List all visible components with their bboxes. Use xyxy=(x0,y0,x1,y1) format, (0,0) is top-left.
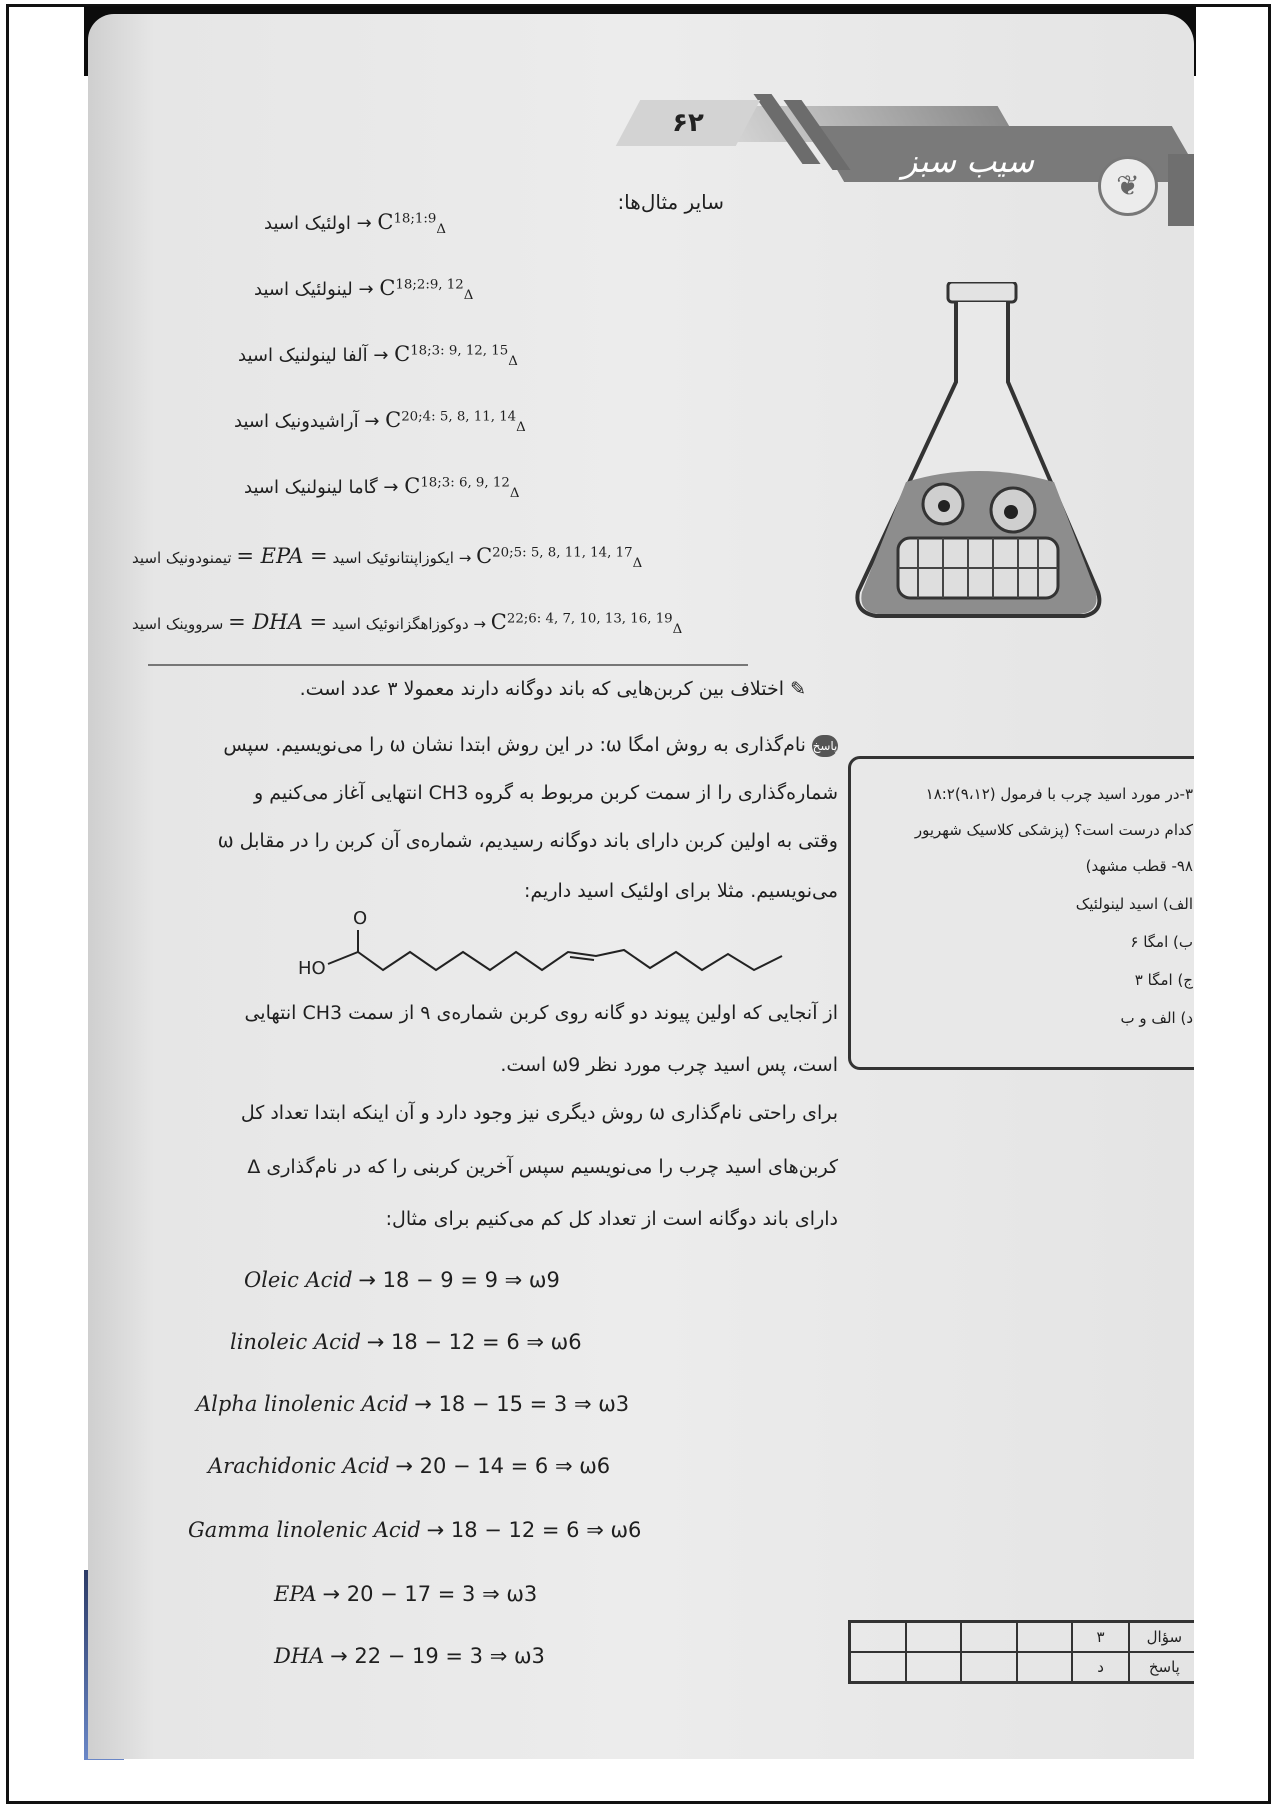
formula: $C^{18;2:9, 12}_\Delta$ xyxy=(379,276,474,304)
note-content: اختلاف بین کربن‌هایی که باند دوگانه دارند معمولا ۳ عدد است. xyxy=(299,678,785,700)
formula: $C^{18;3: 6, 9, 12}_\Delta$ xyxy=(404,474,520,502)
question-option: ج) امگا ۳ xyxy=(1134,971,1193,989)
formula: $C^{22;6: 4, 7, 10, 13, 16, 19}_\Delta$ xyxy=(490,610,683,638)
question-option: الف) اسید لینولئیک xyxy=(1075,895,1193,913)
acid-name: لینولئیک اسید xyxy=(254,279,353,300)
acid-name: ایکوزاپنتانوئیک اسید xyxy=(332,549,454,567)
book-page xyxy=(88,14,1194,1759)
acid-name: Alpha linolenic Acid xyxy=(196,1392,409,1416)
table-cell xyxy=(1017,1652,1073,1683)
calculation: → 22 − 19 = 3 ⇒ ω3 xyxy=(330,1644,545,1668)
divider xyxy=(148,664,748,666)
example-row: لینولئیک اسید → $C^{18;2:9, 12}_\Delta$ xyxy=(254,276,474,304)
question-text: ۹۸- قطب مشهد) xyxy=(1085,857,1193,875)
acid-name: اولئیک اسید xyxy=(264,213,351,234)
calculation: → 18 − 12 = 6 ⇒ ω6 xyxy=(366,1330,582,1354)
header-block xyxy=(1168,154,1194,226)
calculation: → 20 − 17 = 3 ⇒ ω3 xyxy=(322,1582,538,1606)
example-row: آراشیدونیک اسید → $C^{20;4: 5, 8, 11, 14}_\Delta$ xyxy=(234,408,526,436)
formula: $C^{18;3: 9, 12, 15}_\Delta$ xyxy=(394,342,518,370)
page-number-tab xyxy=(616,100,760,146)
paragraph-line: دارای باند دوگانه است از تعداد کل کم می‌کنیم برای مثال: xyxy=(385,1208,838,1230)
brand-title: سیب سبز xyxy=(901,142,1035,180)
table-cell xyxy=(850,1622,906,1653)
table-cell xyxy=(961,1622,1017,1653)
question-option: د) الف و ب xyxy=(1120,1009,1193,1027)
acid-name: linoleic Acid xyxy=(230,1330,361,1354)
calculation-row xyxy=(188,1518,641,1542)
table-row xyxy=(850,1652,1195,1683)
example-row: سرووینک اسید = DHA = دوکوزاهگزانوئیک اسید → $C^{22;6: 4, 7, 10, 13, 16, 19}_\Delta$ xyxy=(132,610,683,638)
oxygen-label: O xyxy=(353,908,368,929)
table-cell xyxy=(850,1652,906,1683)
acid-name: گاما لینولنیک اسید xyxy=(244,477,378,498)
calculation: → 18 − 12 = 6 ⇒ ω6 xyxy=(426,1518,642,1542)
question-text: کدام درست است؟ (پزشکی کلاسیک شهریور xyxy=(914,821,1193,839)
calculation: → 20 − 14 = 6 ⇒ ω6 xyxy=(395,1454,611,1478)
table-row xyxy=(850,1622,1195,1653)
question-option: ب) امگا ۶ xyxy=(1130,933,1193,951)
table-cell xyxy=(1017,1622,1073,1653)
table-cell xyxy=(961,1652,1017,1683)
hydroxyl-label: HO xyxy=(298,958,326,979)
formula: $C^{18;1:9}_\Delta$ xyxy=(377,210,446,238)
acid-name: EPA xyxy=(274,1582,317,1606)
oleic-acid-structure xyxy=(198,904,798,1014)
formula: $C^{20;4: 5, 8, 11, 14}_\Delta$ xyxy=(385,408,526,436)
calculation: → 18 − 15 = 3 ⇒ ω3 xyxy=(414,1392,630,1416)
paragraph-line: شماره‌گذاری را از سمت کربن مربوط به گروه CH3 انتهایی آغاز می‌کنیم و xyxy=(253,782,838,804)
acid-name: Oleic Acid xyxy=(244,1268,353,1292)
calculation-row xyxy=(230,1330,582,1354)
calculation-row xyxy=(196,1392,629,1416)
paragraph-line: کربن‌های اسید چرب را می‌نویسیم سپس آخرین کربنی را که در نام‌گذاری Δ xyxy=(247,1156,838,1178)
answer-table xyxy=(848,1620,1194,1684)
acid-name: دوکوزاهگزانوئیک اسید xyxy=(331,615,469,633)
table-header: سؤال xyxy=(1129,1622,1194,1653)
table-cell: د xyxy=(1072,1652,1128,1683)
alias-name: تیمنودونیک اسید xyxy=(132,549,232,567)
example-row: آلفا لینولنیک اسید → $C^{18;3: 9, 12, 15}_\Delta$ xyxy=(238,342,518,370)
pencil-icon: ✎ xyxy=(790,678,806,700)
paragraph-line: از آنجایی که اولین پیوند دو گانه روی کربن شماره‌ی ۹ از سمت CH3 انتهایی xyxy=(244,1002,838,1024)
flask-monster-icon xyxy=(848,282,1108,642)
section-title: سایر مثال‌ها: xyxy=(617,190,724,214)
acid-name: DHA xyxy=(274,1644,325,1668)
calculation-row xyxy=(274,1582,537,1606)
example-row: گاما لینولنیک اسید → $C^{18;3: 6, 9, 12}_\Delta$ xyxy=(244,474,520,502)
table-cell xyxy=(906,1622,962,1653)
paragraph-line: می‌نویسیم. مثلا برای اولئیک اسید داریم: xyxy=(523,880,838,902)
paragraph-line: برای راحتی نام‌گذاری ω روش دیگری نیز وجود دارد و آن اینکه ابتدا تعداد کل xyxy=(240,1102,838,1124)
formula: $C^{20;5: 5, 8, 11, 14, 17}_\Delta$ xyxy=(476,544,643,572)
note-text xyxy=(300,678,806,700)
paragraph-line: پاسخ نام‌گذاری به روش امگا ω: در این روش ابتدا نشان ω را می‌نویسیم. سپس xyxy=(223,734,838,756)
example-row: تیمنودونیک اسید = EPA = ایکوزاپنتانوئیک اسید → $C^{20;5: 5, 8, 11, 14, 17}_\Delta$ xyxy=(132,544,643,572)
calculation-row xyxy=(208,1454,610,1478)
example-row: اولئیک اسید → $C^{18;1:9}_\Delta$ xyxy=(264,210,446,238)
table-cell: ۳ xyxy=(1072,1622,1128,1653)
acid-name: آلفا لینولنیک اسید xyxy=(238,345,368,366)
answer-badge-icon: پاسخ xyxy=(812,735,838,757)
calculation: → 18 − 9 = 9 ⇒ ω9 xyxy=(358,1268,560,1292)
question-text: ۳-در مورد اسید چرب با فرمول (۹،۱۲)۱۸:۲ xyxy=(925,785,1193,803)
table-cell xyxy=(906,1652,962,1683)
acid-name: Gamma linolenic Acid xyxy=(188,1518,421,1542)
acid-name: Arachidonic Acid xyxy=(208,1454,390,1478)
alias-name: سرووینک اسید xyxy=(132,615,224,633)
calculation-row xyxy=(274,1644,545,1668)
paragraph-line: وقتی به اولین کربن دارای باند دوگانه رسیدیم، شماره‌ی آن کربن را در مقابل ω xyxy=(217,830,838,852)
question-box xyxy=(848,756,1194,1070)
paragraph-line: است، پس اسید چرب مورد نظر ω9 است. xyxy=(500,1054,838,1076)
page-number: ۶۲ xyxy=(672,108,704,138)
calculation-row xyxy=(244,1268,560,1292)
table-header: پاسخ xyxy=(1129,1652,1194,1683)
acid-name: آراشیدونیک اسید xyxy=(234,411,359,432)
apple-leaf-icon: ❦ xyxy=(1098,156,1158,216)
